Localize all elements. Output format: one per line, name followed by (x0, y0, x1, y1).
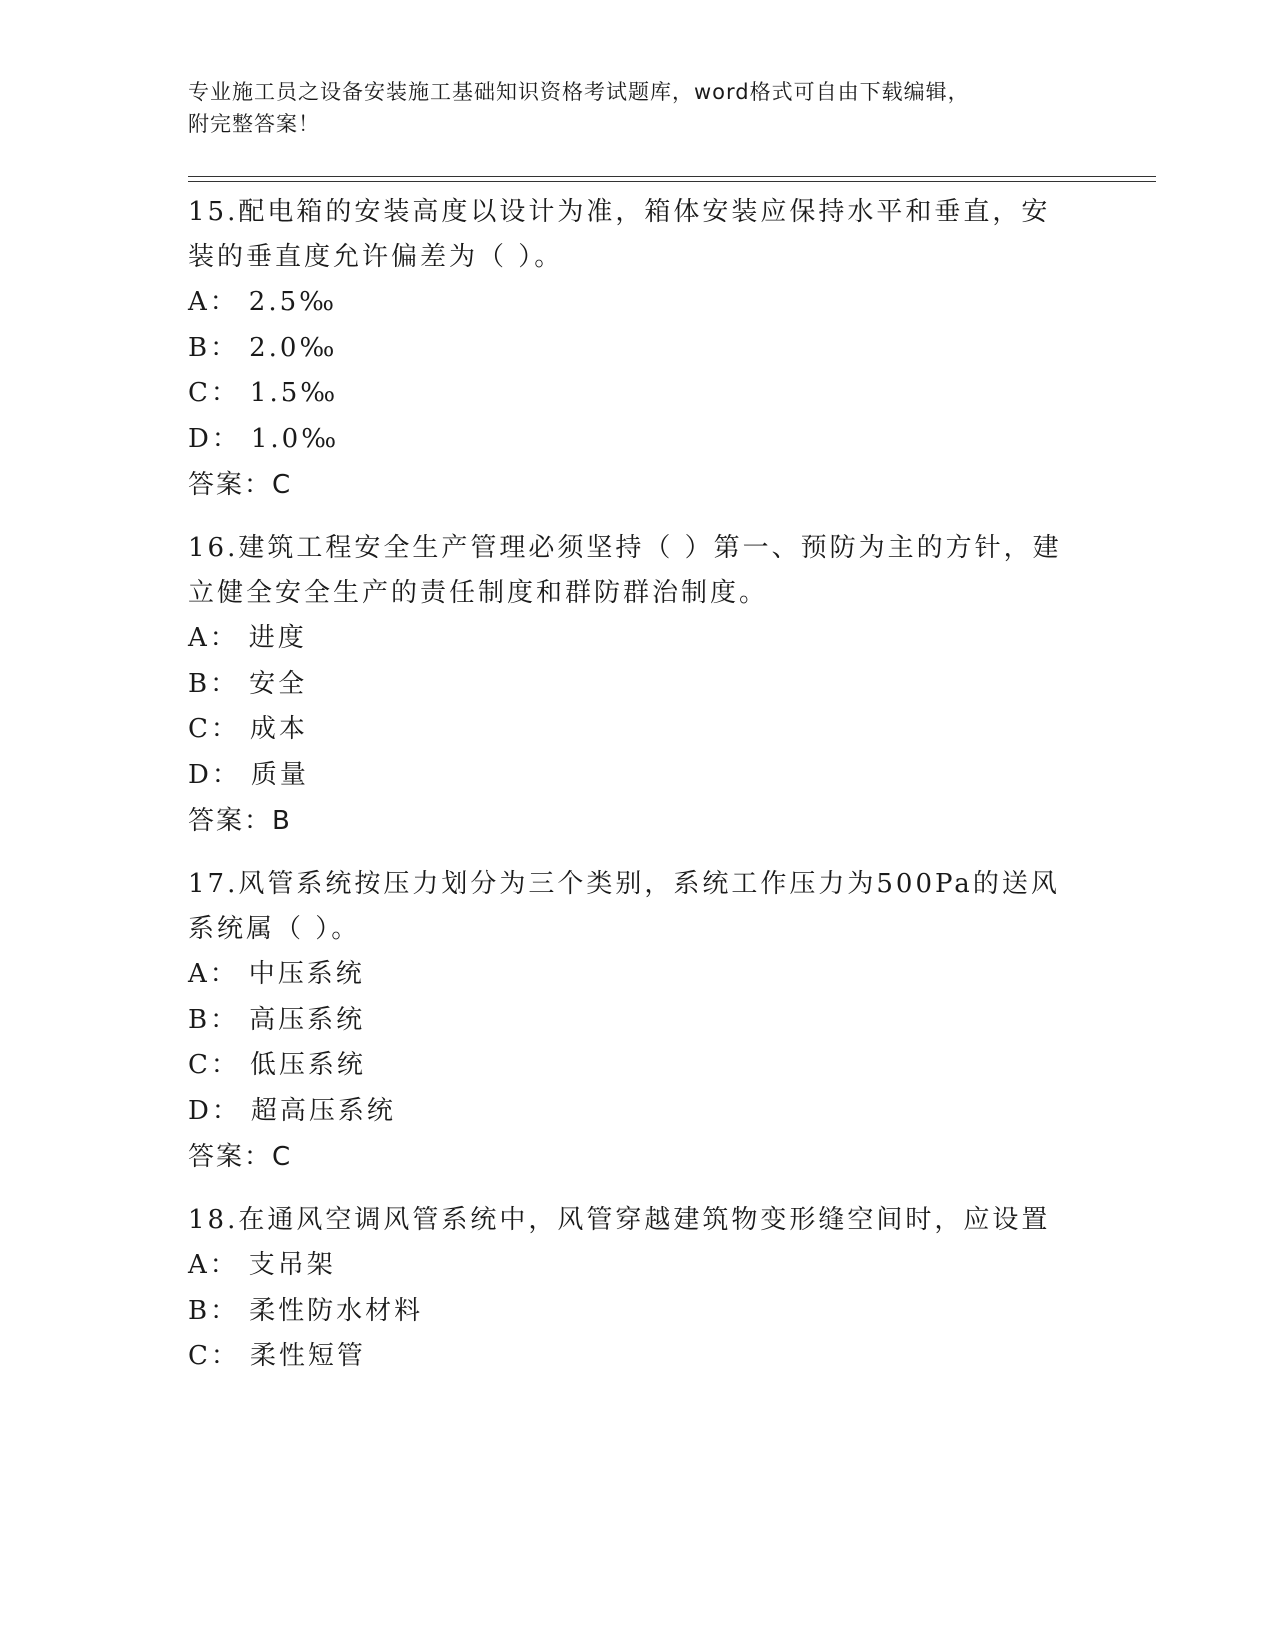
header-divider-bottom (188, 181, 1156, 182)
option-key: C (188, 714, 211, 744)
option-separator: ： (211, 1095, 241, 1126)
option-separator: ： (209, 287, 239, 317)
option-separator: ： (210, 1295, 240, 1326)
option-d (188, 417, 1068, 463)
option-value: 质量 (250, 759, 309, 790)
option-a (188, 616, 1068, 662)
option-key: D (188, 423, 212, 454)
question-15 (188, 190, 1068, 508)
option-value: 2.0‰ (249, 332, 338, 363)
option-key: A (188, 959, 210, 989)
option-key: B (188, 1004, 211, 1035)
option-key: B (188, 668, 211, 699)
question-18 (188, 1198, 1068, 1380)
option-b (188, 1289, 1068, 1335)
option-value: 安全 (249, 668, 308, 699)
option-value: 柔性短管 (249, 1341, 366, 1371)
option-separator: ： (210, 1004, 240, 1035)
option-separator: ： (210, 714, 240, 744)
question-text (188, 862, 1068, 952)
option-value: 成本 (249, 714, 308, 744)
question-number: 16. (188, 533, 239, 563)
option-value: 支吊架 (248, 1250, 336, 1280)
option-value: 进度 (248, 623, 307, 653)
option-separator: ： (210, 668, 240, 699)
question-stem: 建筑工程安全生产管理必须坚持（ ）第一、预防为主的方针，建立健全安全生产的责任制度和群防群治制度。 (188, 533, 1062, 608)
option-separator: ： (210, 332, 240, 363)
question-number: 18. (188, 1205, 239, 1235)
option-separator: ： (210, 1341, 240, 1371)
question-number: 15. (188, 197, 239, 227)
answer-value: C (272, 1142, 293, 1172)
question-text (188, 190, 1068, 280)
answer-label: 答案： (188, 1142, 273, 1172)
option-value: 1.0‰ (250, 423, 340, 454)
answer-label: 答案： (188, 806, 273, 836)
option-key: D (188, 759, 212, 790)
option-value: 超高压系统 (250, 1095, 396, 1126)
option-value: 柔性防水材料 (249, 1295, 424, 1326)
option-key: C (188, 378, 211, 408)
option-separator: ： (210, 1050, 240, 1080)
option-b (188, 662, 1068, 708)
header-line-2: 附完整答案！ (188, 112, 320, 136)
option-d (188, 1089, 1068, 1135)
option-key: D (188, 1095, 212, 1126)
option-a (188, 952, 1068, 998)
question-text (188, 526, 1068, 616)
question-stem: 风管系统按压力划分为三个类别，系统工作压力为500Pa的送风系统属（ ）。 (188, 869, 1060, 944)
option-separator: ： (211, 423, 241, 454)
option-value: 高压系统 (249, 1004, 366, 1035)
option-a (188, 1243, 1068, 1289)
answer-line (188, 798, 1068, 844)
option-c (188, 1043, 1068, 1089)
header-line-1: 专业施工员之设备安装施工基础知识资格考试题库，word格式可自由下载编辑， (188, 80, 970, 104)
document-header (188, 76, 1068, 140)
option-d (188, 753, 1068, 799)
question-list (188, 190, 1068, 1398)
option-separator: ： (211, 759, 241, 790)
option-key: C (188, 1341, 211, 1371)
option-key: B (188, 332, 211, 363)
option-value: 2.5‰ (248, 287, 338, 317)
answer-value: B (272, 806, 292, 836)
answer-label: 答案： (188, 470, 273, 500)
question-stem: 在通风空调风管系统中，风管穿越建筑物变形缝空间时，应设置 (238, 1205, 1051, 1235)
answer-value: C (272, 470, 293, 500)
option-key: A (188, 287, 210, 317)
option-value: 1.5‰ (249, 378, 339, 408)
option-a (188, 280, 1068, 326)
option-key: B (188, 1295, 211, 1326)
option-c (188, 707, 1068, 753)
question-text (188, 1198, 1068, 1243)
option-separator: ： (210, 378, 240, 408)
option-b (188, 326, 1068, 372)
question-stem: 配电箱的安装高度以设计为准，箱体安装应保持水平和垂直，安装的垂直度允许偏差为（ ）。 (188, 197, 1051, 272)
option-b (188, 998, 1068, 1044)
option-c (188, 371, 1068, 417)
option-separator: ： (209, 623, 239, 653)
option-key: A (188, 1250, 210, 1280)
option-separator: ： (209, 1250, 239, 1280)
option-value: 低压系统 (249, 1050, 366, 1080)
option-c (188, 1334, 1068, 1380)
answer-line (188, 462, 1068, 508)
answer-line (188, 1134, 1068, 1180)
header-divider-top (188, 176, 1156, 177)
option-separator: ： (209, 959, 239, 989)
question-17 (188, 862, 1068, 1180)
question-number: 17. (188, 869, 239, 899)
option-key: A (188, 623, 210, 653)
option-key: C (188, 1050, 211, 1080)
option-value: 中压系统 (248, 959, 365, 989)
question-16 (188, 526, 1068, 844)
